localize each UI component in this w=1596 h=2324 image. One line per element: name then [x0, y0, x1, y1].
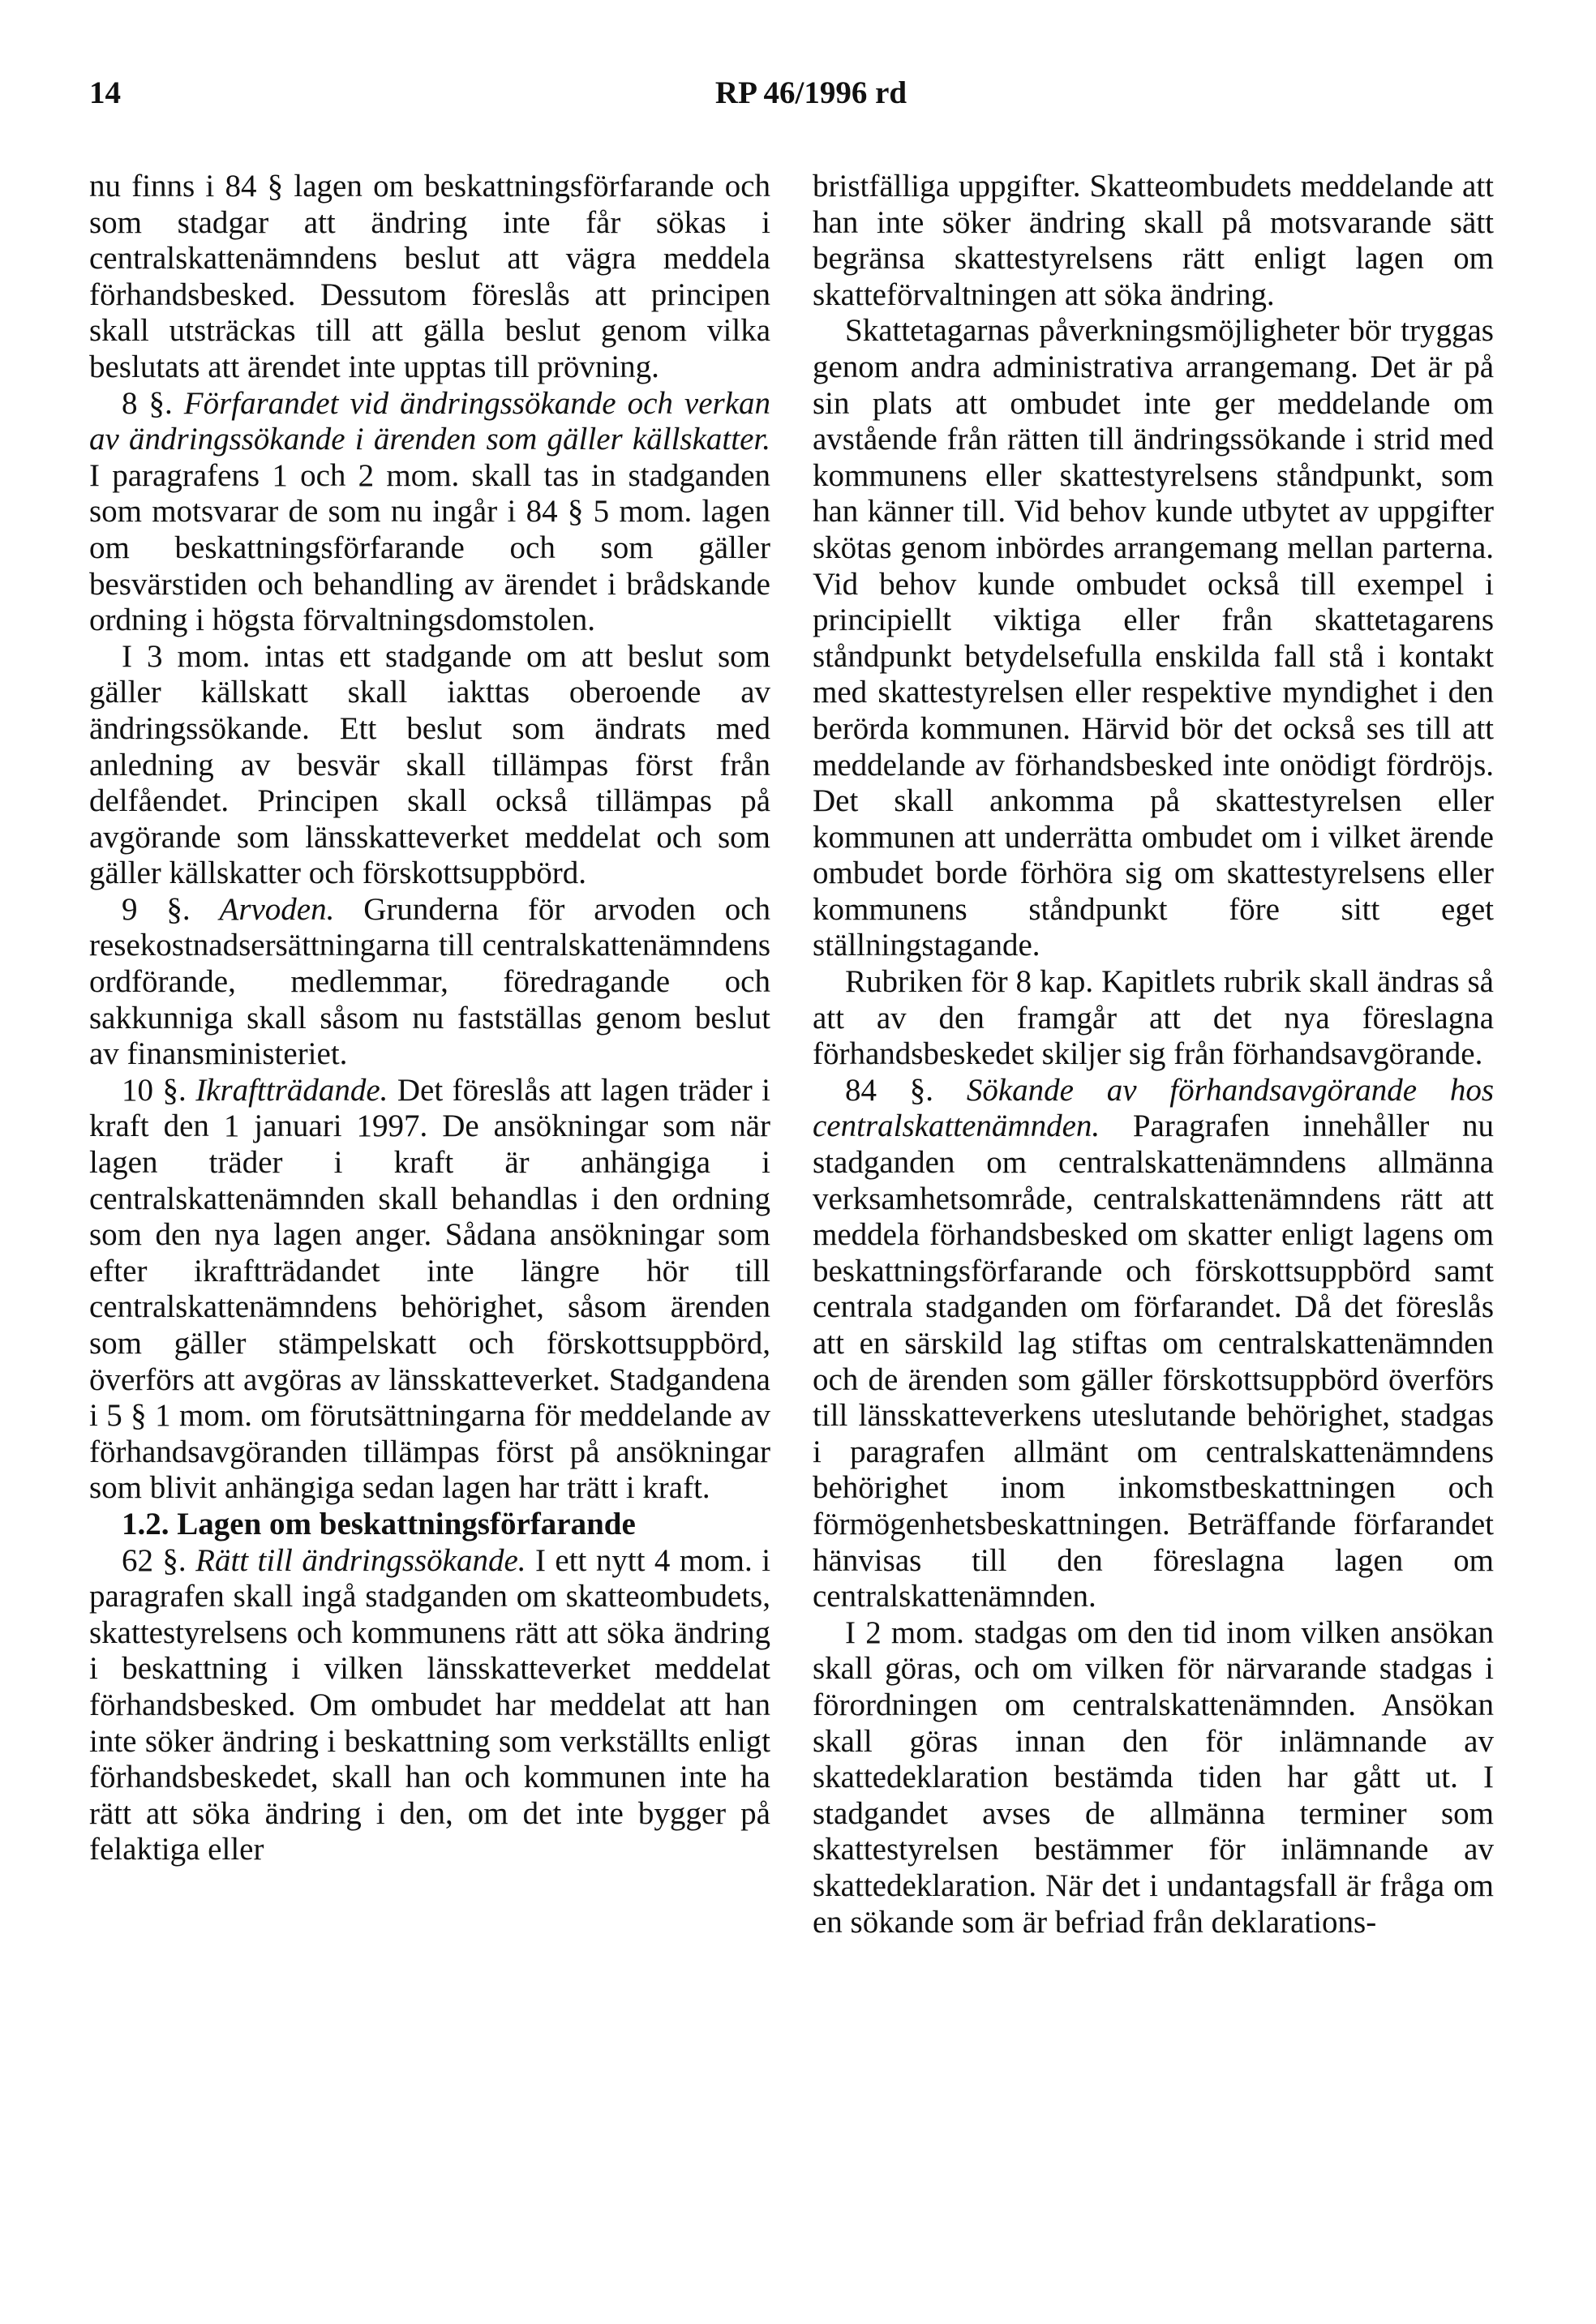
section-number: 10 §.: [122, 1072, 187, 1108]
page-number: 14: [89, 75, 121, 110]
section-title: Sökande av förhandsavgörande hos centralskattenämnden.: [813, 1072, 1495, 1144]
section-title: Ikraftträdande.: [195, 1072, 388, 1108]
section-number: 9 §.: [122, 891, 191, 927]
section-body: I ett nytt 4 mom. i paragrafen skall ingå stadganden om skatteombudets, skattestyrelsens och kommunens rätt att söka ändring i beskattning i vilken länsskatteverket meddelat förhandsbesked. Om ombudet har meddelat att han inte söker ändring i beskattning som verkställts enligt förhandsbeskedet, skall han och kommunen inte ha rätt att söka ändring i den, om det inte bygger på felaktiga eller: [89, 1542, 771, 1867]
document-id: RP 46/1996 rd: [714, 75, 907, 110]
section-title: Rätt till ändringssökande.: [195, 1542, 526, 1578]
paragraph-84-section: [813, 1073, 1494, 1615]
section-title: Förfarandet vid ändringssökande och verkan av ändringssökande i ärenden som gäller källskatter.: [89, 385, 771, 457]
paragraph: Skattetagarnas påverkningsmöjligheter bör tryggas genom andra administrativa arrangemang. Det är på sin plats att ombudet inte ger meddelande om avstående från rätten till ändringssökande i strid med kommunens eller skattestyrelsens ståndpunkt, som han känner till. Vid behov kunde utbytet av uppgifter skötas genom inbördes arrangemang mellan parterna. Vid behov kunde ombudet också till exempel i principiellt viktiga eller från skattetagarens ståndpunkt betydelsefulla enskilda fall stå i kontakt med skattestyrelsen eller respektive myndighet i den berörda kommunen. Härvid bör det också ses till att meddelande av förhandsbesked inte onödigt fördröjs. Det skall ankomma på skattestyrelsen eller kommunen att underrätta ombudet om i vilket ärende ombudet borde förhöra sig om skattestyrelsens eller kommunens ståndpunkt före sitt eget ställningstagande.: [813, 313, 1494, 963]
right-column: [813, 169, 1494, 1940]
section-number: 62 §.: [122, 1542, 187, 1578]
paragraph: nu finns i 84 § lagen om beskattningsförfarande och som stadgar att ändring inte får sökas i centralskattenämndens beslut att vägra meddela förhandsbesked. Dessutom föreslås att principen skall utsträckas till att gälla beslut genom vilka beslutats att ärendet inte upptas till prövning.: [89, 169, 770, 384]
paragraph-8-section: [89, 386, 770, 639]
section-body: Grunderna för arvoden och resekostnadsersättningarna till centralskattenämndens ordförande, medlemmar, föredragande och sakkunniga skall såsom nu fastställas genom beslut av finansministeriet.: [89, 891, 771, 1072]
paragraph: bristfälliga uppgifter. Skatteombudets meddelande att han inte söker ändring skall på motsvarande sätt begränsa skattestyrelsens rätt enligt lagen om skatteförvaltningen att söka ändring.: [813, 169, 1494, 312]
paragraph-10-section: [89, 1073, 770, 1507]
paragraph: I 3 mom. intas ett stadgande om att beslut som gäller källskatt skall iakttas oberoende av ändringssökande. Ett beslut som ändrats med anledning av besvär skall tillämpas först från delfåendet. Principen skall också tillämpas på avgörande som länsskatteverket meddelat och som gäller källskatter och förskottsuppbörd.: [89, 638, 770, 891]
paragraph-9-section: [89, 892, 770, 1073]
section-number: 8 §.: [122, 385, 173, 421]
section-body: I paragrafens 1 och 2 mom. skall tas in stadganden som motsvarar de som nu ingår i 84 § 5 mom. lagen om beskattningsförfarande och som gäller besvärstiden och behandling av ärendet i brådskande ordning i högsta förvaltningsdomstolen.: [89, 457, 770, 638]
section-number: 84 §.: [845, 1072, 934, 1108]
paragraph: Rubriken för 8 kap. Kapitlets rubrik skall ändras så att av den framgår att det nya föreslagna förhandsbeskedet skiljer sig från förhandsavgörande.: [813, 964, 1494, 1072]
section-heading: 1.2. Lagen om beskattningsförfarande: [122, 1506, 636, 1541]
paragraph-62-section: [89, 1543, 770, 1868]
page-header: [89, 75, 1533, 123]
section-body: Det föreslås att lagen träder i kraft den 1 januari 1997. De ansökningar som när lagen träder i kraft är anhängiga i centralskattenämnden skall behandlas i den ordning som den nya lagen anger. Sådana ansökningar som efter ikraftträdandet inte längre hör till centralskattenämndens behörighet, såsom ärenden som gäller stämpelskatt och förskottsuppbörd, överförs att avgöras av länsskatteverket. Stadgandena i 5 § 1 mom. om förutsättningarna för meddelande av förhandsavgöranden tillämpas först på ansökningar som blivit anhängiga sedan lagen har trätt i kraft.: [89, 1072, 771, 1506]
paragraph: I 2 mom. stadgas om den tid inom vilken ansökan skall göras, och om vilken för närvarande stadgas i förordningen om centralskattenämnden. Ansökan skall göras innan den för inlämnande av skattedeklaration bestämda tiden har gått ut. I stadgandet avses de allmänna terminer som skattestyrelsen bestämmer för inlämnande av skattedeklaration. När det i undantagsfall är fråga om en sökande som är befriad från deklarations-: [813, 1614, 1494, 1940]
section-body: Paragrafen innehåller nu stadganden om centralskattenämndens allmänna verksamhetsområde, centralskattenämndens rätt att meddela förhandsbesked om skatter enligt lagens om beskattningsförfarande och förskottsuppbörd samt centrala stadganden om förfarandet. Då det föreslås att en särskild lag stiftas om centralskattenämnden och de ärenden som gäller förskottsuppbörd överförs till länsskatteverkens uteslutande behörighet, stadgas i paragrafen allmänt om centralskattenämndens behörighet inom inkomstbeskattningen och förmögenhetsbeskattningen. Beträffande förfarandet hänvisas till den föreslagna lagen om centralskattenämnden.: [813, 1108, 1494, 1614]
left-column: [89, 169, 770, 1868]
section-title: Arvoden.: [219, 891, 335, 927]
